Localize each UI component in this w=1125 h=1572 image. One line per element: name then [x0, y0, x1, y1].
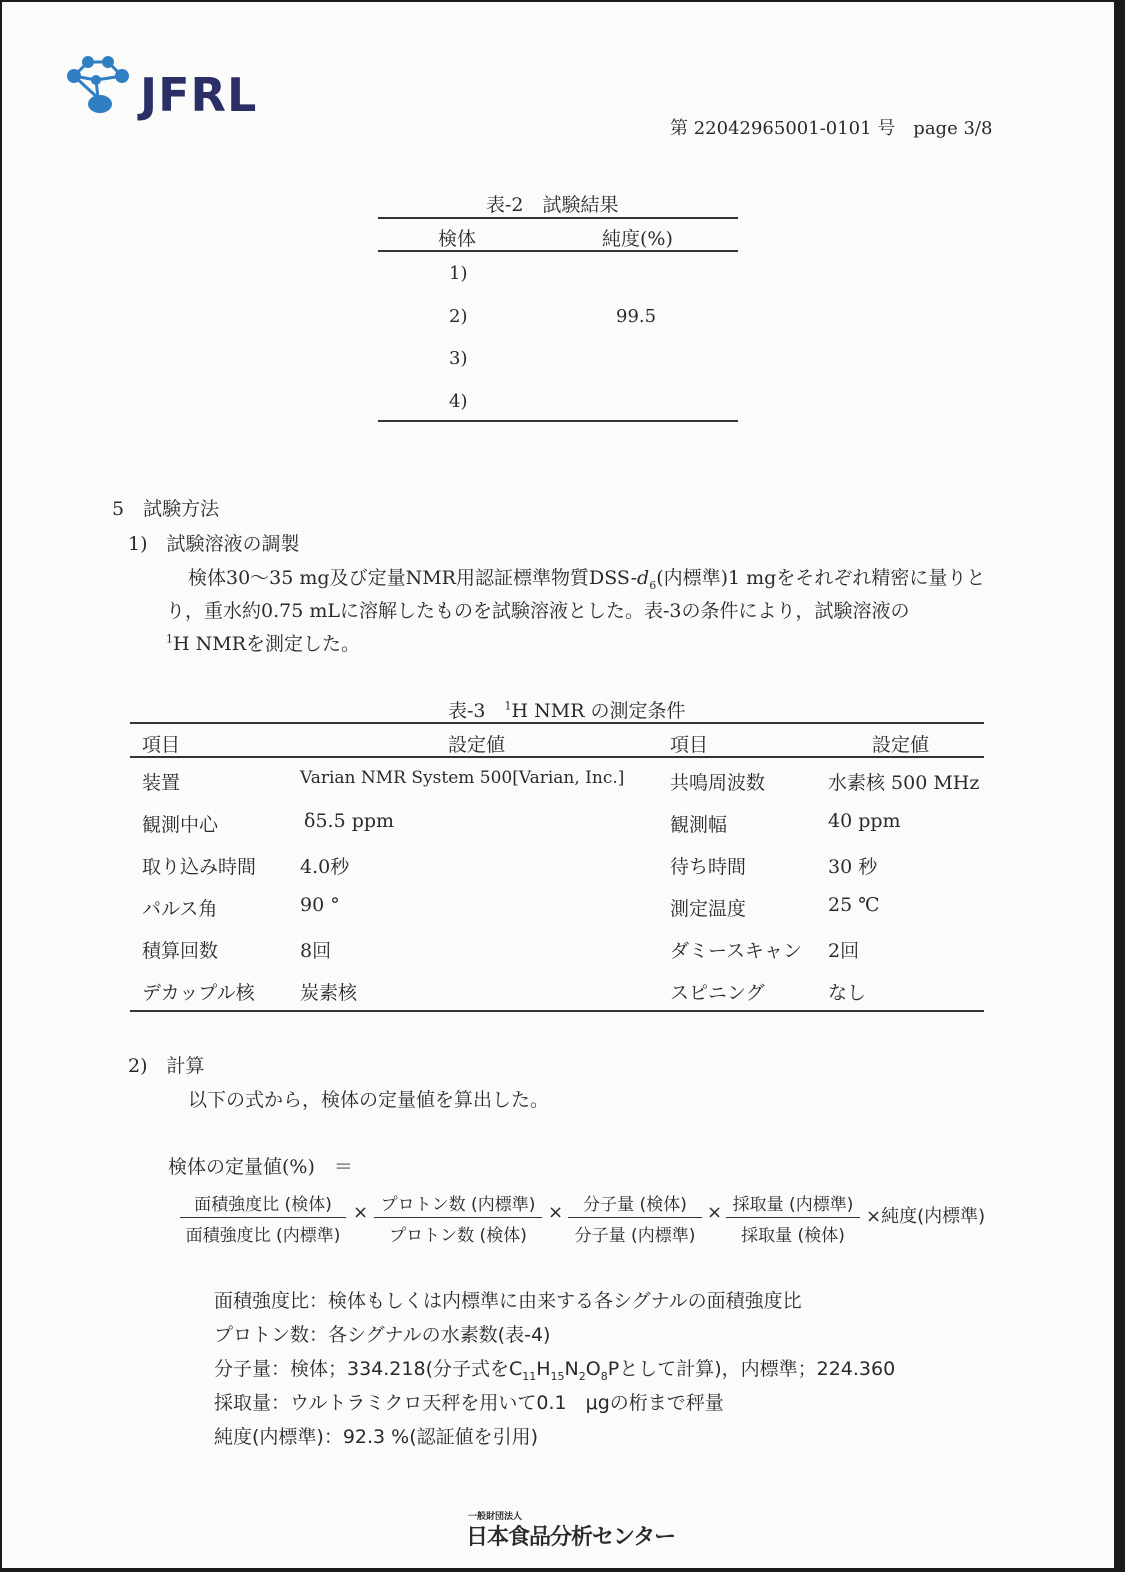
table3-cell: 4.0秒: [300, 856, 350, 878]
molecule-logo-icon: [60, 50, 140, 120]
table2-purity: 99.5: [616, 306, 657, 327]
table2-sample: 2): [449, 306, 468, 327]
table3-header: 項目: [142, 734, 181, 756]
table3-cell: スピニング: [670, 982, 765, 1004]
table2-sample: 4): [449, 391, 468, 412]
definition-line: 面積強度比：検体もしくは内標準に由来する各シグナルの面積強度比: [214, 1290, 802, 1312]
table3-cell: パルス角: [142, 898, 218, 920]
formula-fraction: 分子量 (検体) 分子量 (内標準): [568, 1190, 702, 1246]
subsection-heading: 1) 試験溶液の調製: [128, 533, 300, 555]
table3-header: 項目: [670, 734, 709, 756]
table3-cell: 観測幅: [670, 814, 728, 836]
table3-cell: Varian NMR System 500[Varian, Inc.]: [300, 768, 625, 788]
calc-intro: 以下の式から，検体の定量値を算出した。: [188, 1089, 550, 1111]
table3-header: 設定値: [872, 734, 930, 756]
table3-cell: 90 °: [300, 894, 340, 916]
table2-sample: 3): [449, 348, 468, 369]
formula-fraction: 面積強度比 (検体) 面積強度比 (内標準): [180, 1190, 346, 1246]
table3-header-rule: [130, 756, 984, 758]
table2-col-sample: 検体: [438, 228, 477, 250]
table3-cell: δ5.5 ppm: [304, 810, 395, 832]
definition-line: プロトン数：各シグナルの水素数(表-4): [214, 1324, 551, 1346]
paragraph-line: り，重水約0.75 mLに溶解したものを試験溶液とした。表-3の条件により，試験溶液の: [166, 600, 910, 622]
table2-col-purity: 純度(%): [602, 228, 673, 250]
table3-header: 設定値: [448, 734, 506, 756]
table3-cell: 25 ℃: [828, 894, 880, 916]
section-heading: 5 試験方法: [112, 498, 220, 520]
definition-line: 分子量：検体；334.218(分子式を$C_{11}H_{15}N_2O_8P$として計算)，内標準；224.360: [214, 1358, 896, 1383]
table3-cell: 水素核 500 MHz: [828, 772, 980, 794]
table3-cell: 30 秒: [828, 856, 878, 878]
table3-cell: 装置: [142, 772, 181, 794]
multiply-sign: ×: [353, 1202, 369, 1223]
table3-caption: 表-3 $^1$H NMR の測定条件: [448, 699, 686, 722]
formula-tail: ×純度(内標準): [866, 1206, 986, 1227]
table3-top-rule: [130, 722, 984, 724]
document-number: 第 22042965001-0101 号 page 3/8: [670, 118, 993, 139]
table3-cell: 積算回数: [142, 940, 219, 962]
table3-bottom-rule: [130, 1010, 984, 1012]
table3-cell: 8回: [300, 940, 332, 962]
table3-cell: 40 ppm: [828, 810, 901, 832]
formula-lhs: 検体の定量値(%) ＝: [168, 1156, 353, 1178]
table3-cell: 待ち時間: [670, 856, 747, 878]
table3-cell: 2回: [828, 940, 860, 962]
footer-org-type: 一般財団法人: [468, 1512, 523, 1522]
formula-fraction: プロトン数 (内標準) プロトン数 (検体): [374, 1190, 542, 1246]
document-page: [2, 2, 1114, 1568]
table2-caption: 表-2 試験結果: [486, 194, 619, 216]
table3-cell: 共鳴周波数: [670, 772, 766, 794]
logo-text: JFRL: [140, 68, 258, 122]
table2-bottom-rule: [378, 420, 738, 422]
definition-line: 純度(内標準)：92.3 %(認証値を引用): [214, 1426, 539, 1448]
table2-header-rule: [378, 250, 738, 252]
table3-cell: ダミースキャン: [670, 940, 803, 962]
paragraph-line: $^1$H NMRを測定した。: [166, 632, 360, 655]
footer-org-name: 日本食品分析センター: [466, 1525, 676, 1550]
table3-cell: 炭素核: [300, 982, 358, 1004]
subsection-heading: 2) 計算: [128, 1055, 205, 1077]
table3-cell: 測定温度: [670, 898, 747, 920]
multiply-sign: ×: [707, 1202, 723, 1223]
paragraph-line: 検体30～35 mg及び定量NMR用認証標準物質DSS-$d_6$(内標準)1 mgをそれぞれ精密に量りと: [188, 567, 986, 592]
multiply-sign: ×: [548, 1202, 564, 1223]
table3-cell: 取り込み時間: [142, 856, 257, 878]
table3-cell: なし: [828, 982, 867, 1004]
table2-sample: 1): [449, 263, 468, 284]
definition-line: 採取量：ウルトラミクロ天秤を用いて0.1 μgの桁まで秤量: [214, 1392, 724, 1414]
table3-cell: デカップル核: [142, 982, 255, 1004]
table3-cell: 観測中心: [142, 814, 219, 836]
formula-fraction: 採取量 (内標準) 採取量 (検体): [726, 1190, 860, 1246]
table2-top-rule: [378, 217, 738, 219]
